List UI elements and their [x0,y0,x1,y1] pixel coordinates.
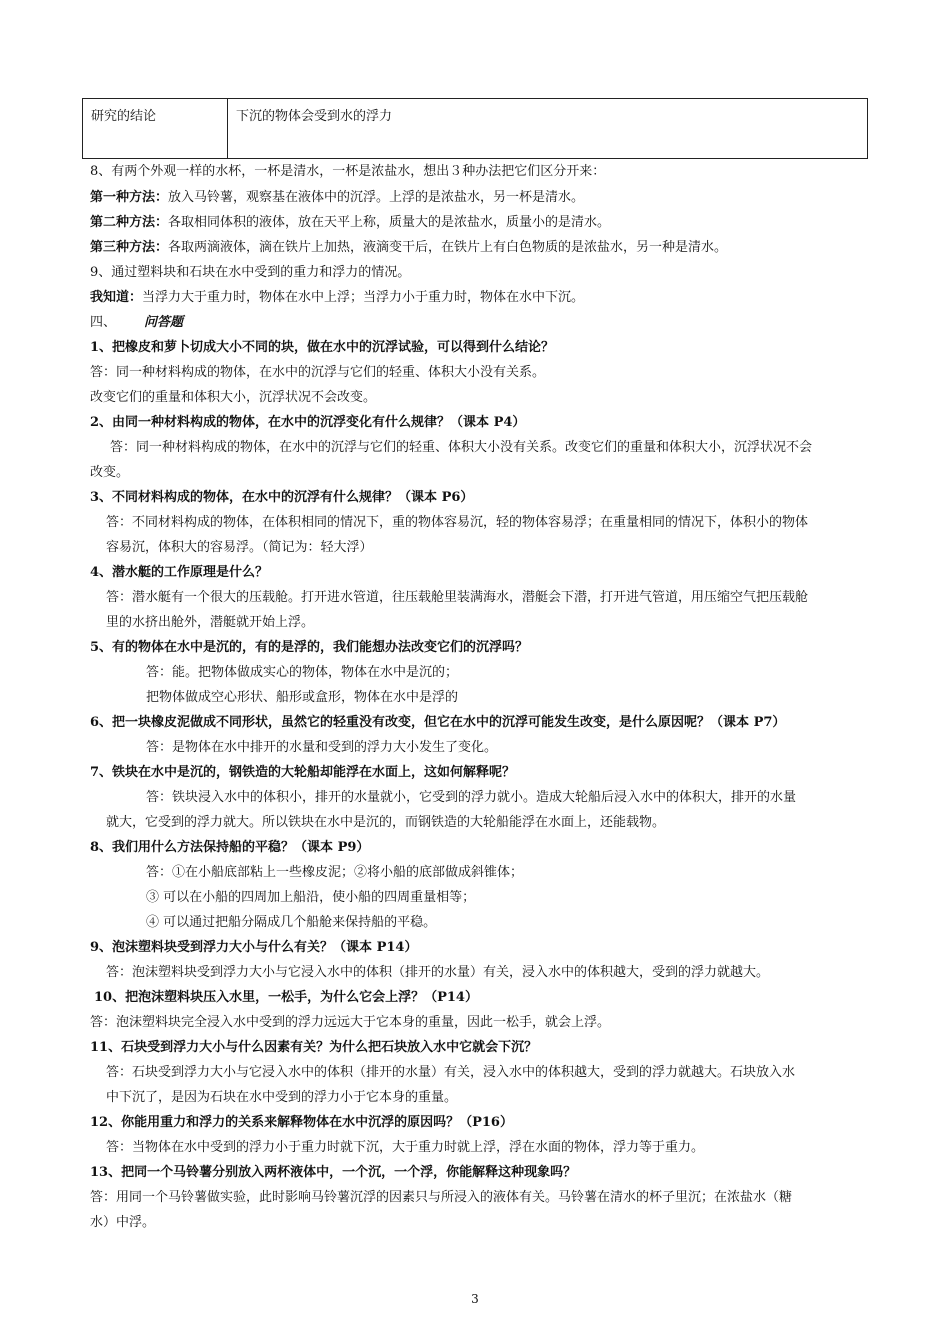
method-2 [90,214,610,232]
method-3 [90,239,727,257]
answer-3-line-1: 答：不同材料构成的物体，在体积相同的情况下，重的物体容易沉，轻的物体容易浮；在重量相同的情况下，体积小的物体 [106,515,809,530]
item8-title: 8、有两个外观一样的水杯，一杯是清水，一杯是浓盐水，想出３种办法把它们区分开来： [90,164,606,179]
answer-4-line-2: 里的水挤出舱外，潜艇就开始上浮。 [106,615,315,630]
question-5: 5、有的物体在水中是沉的，有的是浮的，我们能想办法改变它们的沉浮吗？ [90,640,529,655]
section-title: 问答题 [144,315,184,330]
answer-9-line-1: 答：泡沫塑料块受到浮力大小与它浸入水中的体积（排开的水量）有关，浸入水中的体积越大，受到的浮力就越大。 [106,965,770,980]
answer-11-line-1: 答：石块受到浮力大小与它浸入水中的体积（排开的水量）有关，浸入水中的体积越大，受到的浮力就越大。石块放入水 [106,1065,796,1080]
question-4: 4、潜水艇的工作原理是什么？ [90,565,269,580]
section-heading [90,314,183,332]
method-1-label: 第一种方法： [90,190,169,205]
answer-11-line-2: 中下沉了，是因为石块在水中受到的浮力小于它本身的重量。 [106,1090,458,1105]
answer-7-line-2: 就大，它受到的浮力就大。所以铁块在水中是沉的，而钢铁造的大轮船能浮在水面上，还能载物。 [106,815,666,830]
know-label: 我知道： [90,290,143,305]
answer-1-line-1: 答：同一种材料构成的物体，在水中的沉浮与它们的轻重、体积大小没有关系。 [90,365,546,380]
method-2-label: 第二种方法： [90,215,169,230]
answer-10-line-1: 答：泡沫塑料块完全浸入水中受到的浮力远远大于它本身的重量，因此一松手，就会上浮。 [90,1015,611,1030]
answer-8-line-1: 答：①在小船底部粘上一些橡皮泥；②将小船的底部做成斜锥体； [146,865,524,880]
method-1-text: 放入马铃薯，观察基在液体中的沉浮。上浮的是浓盐水，另一杯是清水。 [168,190,585,205]
answer-1-line-2: 改变它们的重量和体积大小，沉浮状况不会改变。 [90,390,377,405]
method-1 [90,189,584,207]
answer-7-line-1: 答：铁块浸入水中的体积小，排开的水量就小，它受到的浮力就小。造成大轮船后浸入水中的体积大，排开的水量 [146,790,797,805]
answer-2-line-2: 改变。 [90,465,130,480]
page-number: 3 [471,1292,479,1306]
question-12: 12、你能用重力和浮力的关系来解释物体在水中沉浮的原因吗？（P16） [90,1115,513,1130]
table-row [83,99,868,159]
know-text: 当浮力大于重力时，物体在水中上浮；当浮力小于重力时，物体在水中下沉。 [142,290,585,305]
question-10: 10、把泡沫塑料块压入水里，一松手，为什么它会上浮？（P14） [94,990,478,1005]
answer-2-line-1: 答：同一种材料构成的物体，在水中的沉浮与它们的轻重、体积大小没有关系。改变它们的重量和体积大小，沉浮状况不会 [110,440,813,455]
answer-4-line-1: 答：潜水艇有一个很大的压载舱。打开进水管道，往压载舱里装满海水，潜艇会下潜，打开进气管道，用压缩空气把压载舱 [106,590,809,605]
answer-13-line-2: 水）中浮。 [90,1215,156,1230]
table-label-cell: 研究的结论 [83,99,228,159]
section-number: 四、 [90,315,117,330]
answer-3-line-2: 容易沉，体积大的容易浮。（简记为：轻大浮） [106,540,373,555]
question-6: 6、把一块橡皮泥做成不同形状，虽然它的轻重没有改变，但它在水中的沉浮可能发生改变，是什么原因呢？（课本 P7） [90,715,786,730]
answer-8-line-2: ③ 可以在小船的四周加上船沿，使小船的四周重量相等； [146,890,476,905]
question-7: 7、铁块在水中是沉的，钢铁造的大轮船却能浮在水面上，这如何解释呢？ [90,765,516,780]
answer-8-line-3: ④ 可以通过把船分隔成几个船舱来保持船的平稳。 [146,915,437,930]
question-1: 1、把橡皮和萝卜切成大小不同的块，做在水中的沉浮试验，可以得到什么结论？ [90,340,555,355]
answer-6-line-1: 答：是物体在水中排开的水量和受到的浮力大小发生了变化。 [146,740,498,755]
question-3: 3、不同材料构成的物体，在水中的沉浮有什么规律？（课本 P6） [90,490,474,505]
question-11: 11、石块受到浮力大小与什么因素有关？为什么把石块放入水中它就会下沉？ [90,1040,538,1055]
method-3-text: 各取两滴液体，滴在铁片上加热，液滴变干后，在铁片上有白色物质的是浓盐水，另一种是清水。 [168,240,728,255]
question-2: 2、由同一种材料构成的物体，在水中的沉浮变化有什么规律？（课本 P4） [90,415,526,430]
answer-5-line-2: 把物体做成空心形状、船形或盒形，物体在水中是浮的 [146,690,459,705]
method-3-label: 第三种方法： [90,240,169,255]
answer-5-line-1: 答：能。把物体做成实心的物体，物体在水中是沉的； [146,665,459,680]
item9-title: 9、通过塑料块和石块在水中受到的重力和浮力的情况。 [90,265,411,280]
question-9: 9、泡沫塑料块受到浮力大小与什么有关？（课本 P14） [90,940,418,955]
answer-12-line-1: 答：当物体在水中受到的浮力小于重力时就下沉，大于重力时就上浮，浮在水面的物体，浮力等于重力。 [106,1140,705,1155]
conclusion-table [82,98,868,159]
method-2-text: 各取相同体积的液体，放在天平上称，质量大的是浓盐水，质量小的是清水。 [168,215,611,230]
item9-know [90,289,584,307]
answer-13-line-1: 答：用同一个马铃薯做实验，此时影响马铃薯沉浮的因素只与所浸入的液体有关。马铃薯在清水的杯子里沉；在浓盐水（糖 [90,1190,793,1205]
table-value-cell: 下沉的物体会受到水的浮力 [228,99,868,159]
question-13: 13、把同一个马铃薯分别放入两杯液体中，一个沉，一个浮，你能解释这种现象吗？ [90,1165,577,1180]
question-8: 8、我们用什么方法保持船的平稳？（课本 P9） [90,840,370,855]
